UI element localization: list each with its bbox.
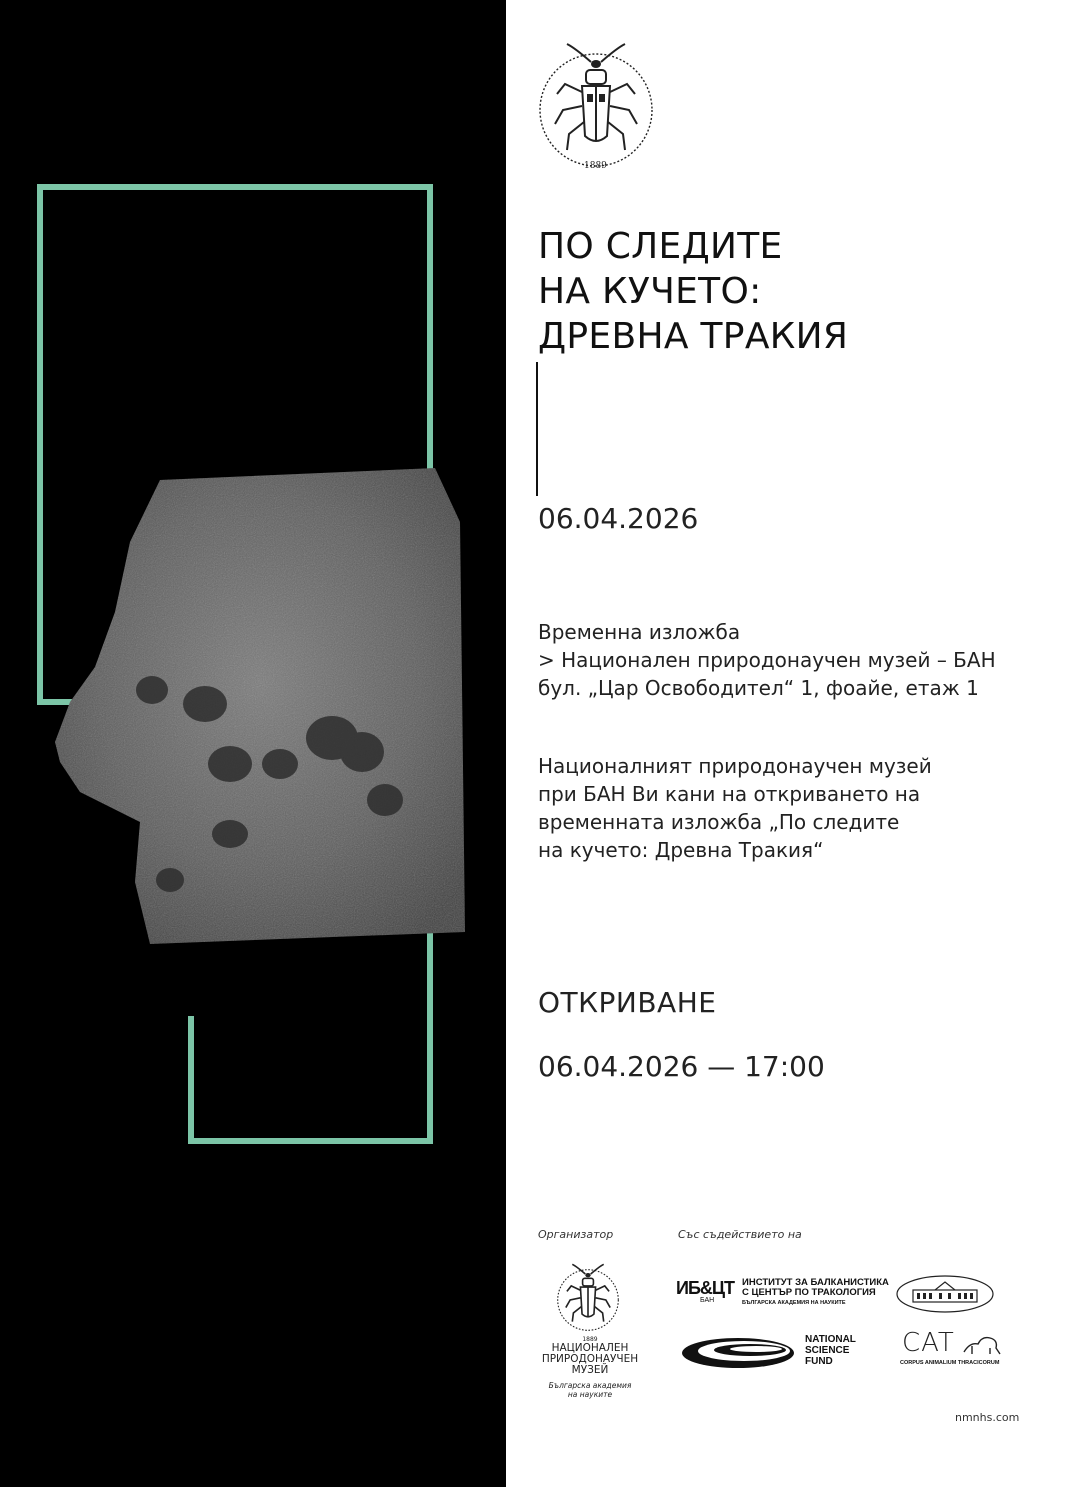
building-logo	[895, 1274, 995, 1314]
exhibition-date: 06.04.2026	[538, 502, 699, 535]
invite-line-3: временната изложба „По следите	[538, 810, 900, 834]
academy-line-1: Българска академия	[548, 1381, 632, 1390]
organizer-name-line-2: ПРИРОДОНАУЧЕН	[541, 1353, 639, 1365]
info-line-3: бул. „Цар Освободител“ 1, фоайе, етаж 1	[538, 676, 979, 700]
frame-bottom-bracket	[188, 1016, 433, 1144]
nsf-line-3: FUND	[805, 1356, 833, 1367]
website-link[interactable]: nmnhs.com	[955, 1411, 1020, 1424]
balkan-text	[742, 1278, 889, 1308]
corpus-animalium-logo	[898, 1328, 1010, 1380]
nsf-line-2: SCIENCE	[805, 1345, 850, 1356]
opening-time: 06.04.2026 — 17:00	[538, 1050, 825, 1083]
national-science-fund-logo	[680, 1336, 798, 1370]
invite-line-2: при БАН Ви кани на откриването на	[538, 782, 921, 806]
support-label: Със съдействието на	[678, 1228, 802, 1241]
balkan-line-2: С ЦЕНТЪР ПО ТРАКОЛОГИЯ	[742, 1287, 876, 1298]
organizer-logo-year: 1889	[582, 1336, 598, 1343]
balkan-mark: ИБ&ЦТ	[676, 1278, 735, 1298]
lion-icon	[960, 1332, 1004, 1358]
exhibition-info	[538, 618, 996, 702]
title-line-2: НА КУЧЕТО:	[538, 271, 762, 312]
cat-line: CORPUS ANIMALIUM THRACICORUM	[900, 1360, 1000, 1366]
info-line-1: Временна изложба	[538, 620, 741, 644]
balkan-institute-logo	[676, 1276, 889, 1310]
opening-label: ОТКРИВАНЕ	[538, 986, 717, 1019]
academy-line-2: на науките	[567, 1390, 613, 1399]
organizer-label: Организатор	[538, 1228, 614, 1241]
organizer-name	[530, 1343, 650, 1376]
nsf-line-1: NATIONAL	[805, 1334, 856, 1345]
balkan-ban: БАН	[700, 1297, 715, 1304]
balkan-line-3: БЪЛГАРСКА АКАДЕМИЯ НА НАУКИТЕ	[742, 1300, 846, 1306]
invite-line-4: на кучето: Древна Тракия“	[538, 838, 824, 862]
museum-beetle-logo	[535, 40, 657, 180]
info-line-2: > Национален природонаучен музей – БАН	[538, 648, 996, 672]
left-panel	[0, 0, 506, 1487]
organizer-beetle-logo	[555, 1262, 621, 1338]
balkan-line-1: ИНСТИТУТ ЗА БАЛКАНИСТИКА	[742, 1277, 889, 1288]
organizer-academy	[530, 1381, 650, 1399]
cat-mark: CAT	[902, 1328, 955, 1358]
stone-tile-image	[40, 462, 480, 952]
vertical-divider	[536, 362, 538, 496]
title-line-3: ДРЕВНА ТРАКИЯ	[538, 316, 849, 357]
invite-line-1: Националният природонаучен музей	[538, 754, 932, 778]
nsf-text	[805, 1334, 856, 1367]
invitation-text	[538, 752, 932, 864]
organizer-name-line-1: НАЦИОНАЛЕН	[551, 1342, 629, 1354]
logo-year: 1889	[584, 161, 607, 171]
organizer-name-line-3: МУЗЕЙ	[571, 1364, 609, 1376]
exhibition-title	[538, 224, 848, 359]
title-line-1: ПО СЛЕДИТЕ	[538, 226, 783, 267]
